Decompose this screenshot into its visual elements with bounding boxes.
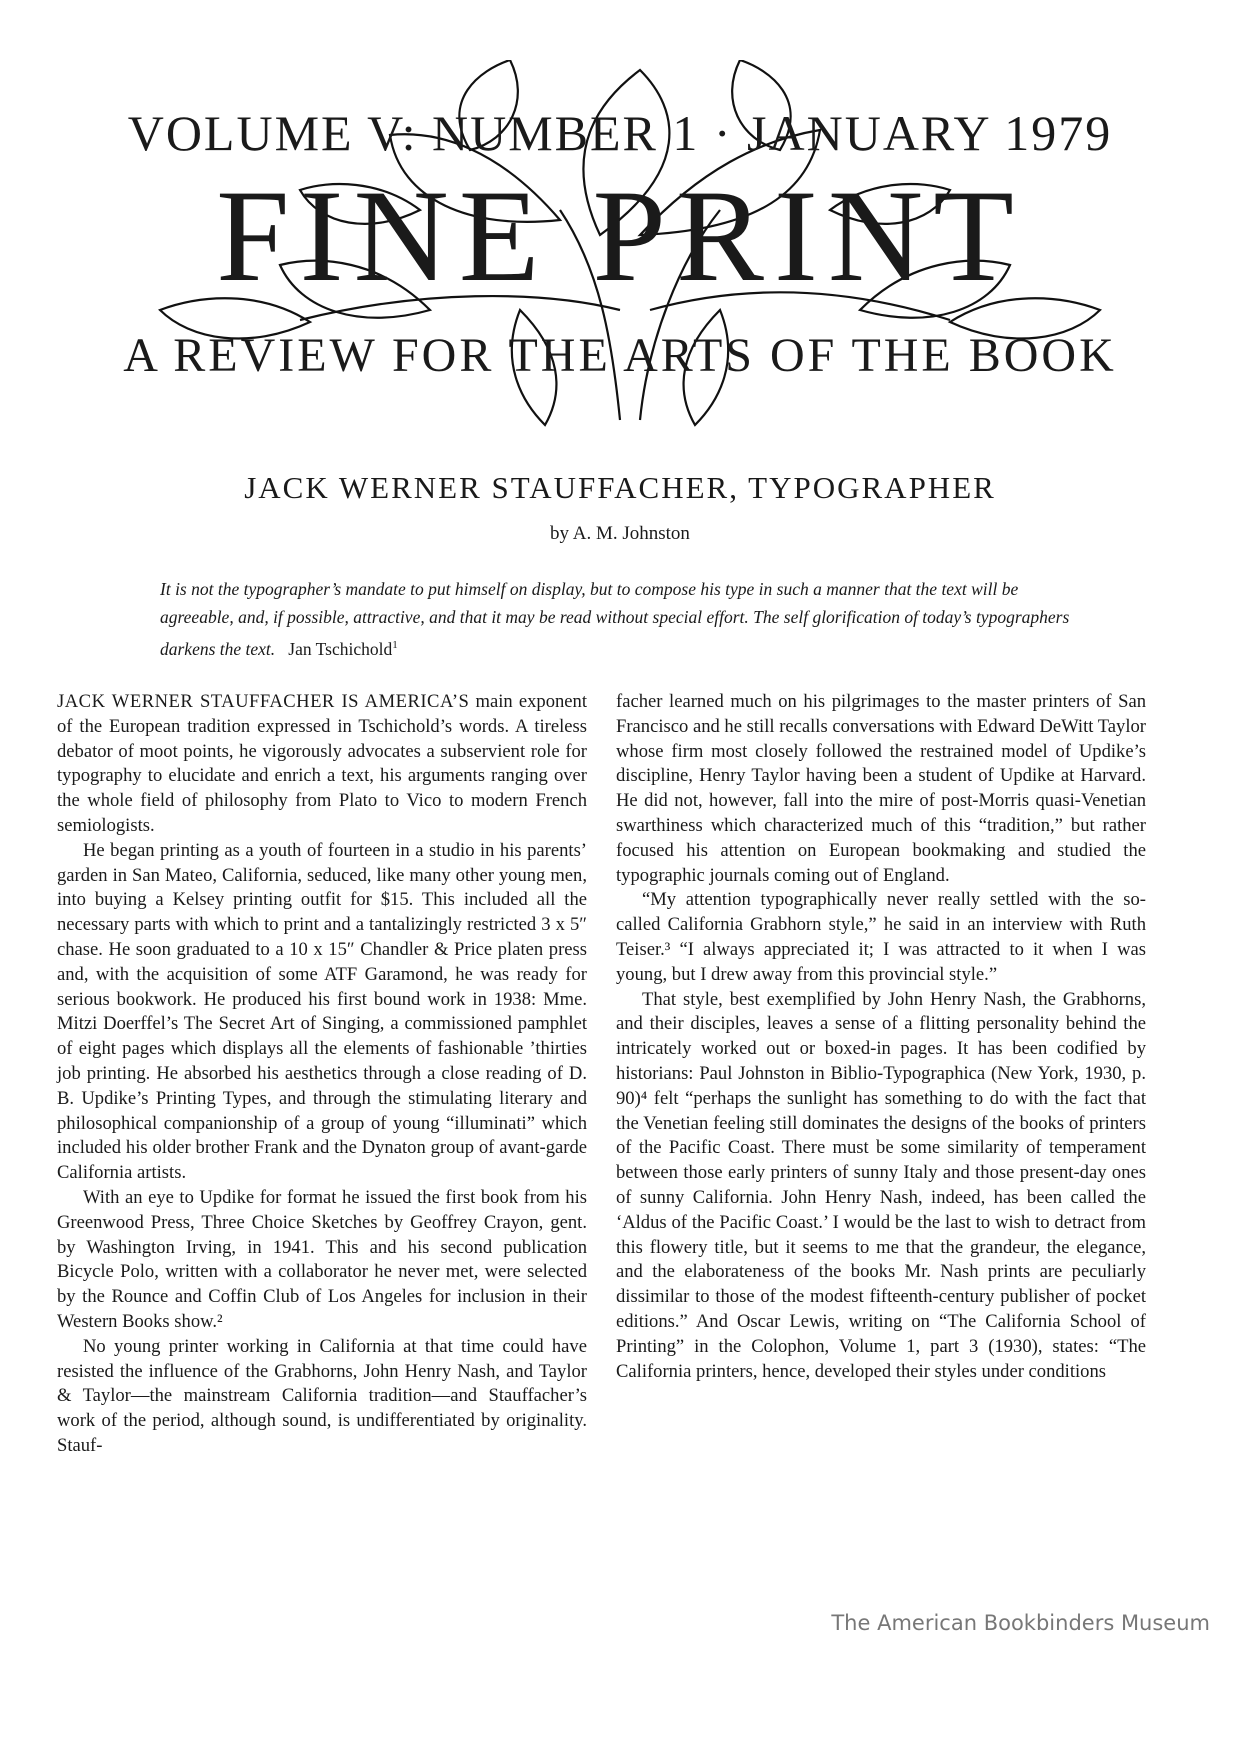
masthead-subtitle: A REVIEW FOR THE ARTS OF THE BOOK <box>123 329 1117 382</box>
paragraph: No young printer working in California at that time could have resisted the influence of the Grabhorns, John Henry Nash, and Taylor & Taylor—the mainstream California tradition—and Stauffacher’s work of the period, although sound, is undifferentiated by originality. Stauf- <box>57 1335 587 1456</box>
footnote-marker: 1 <box>392 639 398 651</box>
right-column <box>616 690 1146 1384</box>
paragraph: With an eye to Updike for format he issued the first book from his Greenwood Press, Three Choice Sketches by Geoffrey Crayon, gent. by Washington Irving, in 1941. This and his second publication Bicycle Polo, written with a collaborator he never met, were selected by the Rounce and Coffin Club of Los Angeles for inclusion in their Western Books show.² <box>57 1186 587 1332</box>
paragraph <box>57 690 587 839</box>
article-byline: by A. M. Johnston <box>550 523 690 544</box>
paragraph: facher learned much on his pilgrimages to the master printers of San Francisco and he still recalls conversations with Edward DeWitt Taylor whose firm most closely followed the restrained model of Updike’s discipline, Henry Taylor having been a student of Updike at Harvard. He did not, however, fall into the mire of post-Morris quasi-Venetian swarthiness which characterized much of this “tradition,” but rather focused his attention on European bookmaking and studied the typographic journals coming out of England. <box>616 691 1146 886</box>
left-column <box>57 690 587 1459</box>
masthead-title: FINE PRINT <box>216 162 1024 309</box>
lead-in: JACK WERNER STAUFFACHER IS AMERICA’S <box>57 691 470 712</box>
paragraph: He began printing as a youth of fourteen in a studio in his parents’ garden in San Mateo, California, seduced, like many other young men, into buying a Kelsey printing outfit for $15. This included all the necessary parts with which to print and a tantalizingly restricted 3 x 5″ chase. He soon graduated to a 10 x 15″ Chandler & Price platen press and, with the acquisition of some ATF Garamond, he was ready for serious bookwork. He produced his first bound work in 1938: Mme. Mitzi Doerffel’s The Secret Art of Singing, a commissioned pamphlet of eight pages which displays all the elements of fashionable ’thirties job printing. He absorbed his aesthetics through a close reading of D. B. Updike’s Printing Types, and through the stimulating literary and philosophical companionship of a group of young “illuminati” which included his older brother Frank and the Dynaton group of avant-garde California artists. <box>57 839 587 1184</box>
paragraph: That style, best exemplified by John Henry Nash, the Grabhorns, and their disciples, leaves a sense of a flitting personality behind the intricately worked out or boxed-in pages. It has been codified by historians: Paul Johnston in Biblio-Typographica (New York, 1930, p. 90)⁴ felt “perhaps the sunlight has something to do with the fact that the Venetian feeling still dominates the designs of the books of printers of the Pacific Coast. There must be some similarity of temperament between those early printers of sunny Italy and those present-day ones of sunny California. John Henry Nash, indeed, has been called the ‘Aldus of the Pacific Coast.’ I would be the last to wish to detract from this flowery title, but it seems to me that the grandeur, the elegance, and the elaborateness of the books Mr. Nash prints are peculiarly dissimilar to those of the modest fifteenth-century publisher of pocket editions.” And Oscar Lewis, writing on “The California School of Printing” in the Colophon, Volume 1, part 3 (1930), states: “The California printers, hence, developed their styles under conditions <box>616 988 1146 1382</box>
article-headline: JACK WERNER STAUFFACHER, TYPOGRAPHER <box>244 470 996 505</box>
masthead <box>0 60 1240 430</box>
paragraph-text: main exponent of the European tradition expressed in Tschichold’s words. A tireless debator of moot points, he vigorously advocates a subservient role for typography to elucidate and enrich a text, his arguments ranging over the whole field of philosophy from Plato to Vico to modern French semiologists. <box>57 691 587 836</box>
epigraph <box>160 575 1080 663</box>
paragraph: “My attention typographically never really settled with the so-called California Grabhorn style,” he said in an interview with Ruth Teiser.³ “I always appreciated it; I was attracted to it when I was young, but I drew away from this provincial style.” <box>616 889 1146 985</box>
epigraph-quote: It is not the typographer’s mandate to put himself on display, but to compose his type in such a manner that the text will be agreeable, and, if possible, attractive, and that it may be read without special effort. The self glorification of today’s typographers darkens the text. <box>160 579 1070 659</box>
epigraph-attribution: Jan Tschichold <box>288 638 393 659</box>
museum-watermark: The American Bookbinders Museum <box>831 1611 1210 1635</box>
volume-line: VOLUME V: NUMBER 1 · JANUARY 1979 <box>127 105 1113 161</box>
